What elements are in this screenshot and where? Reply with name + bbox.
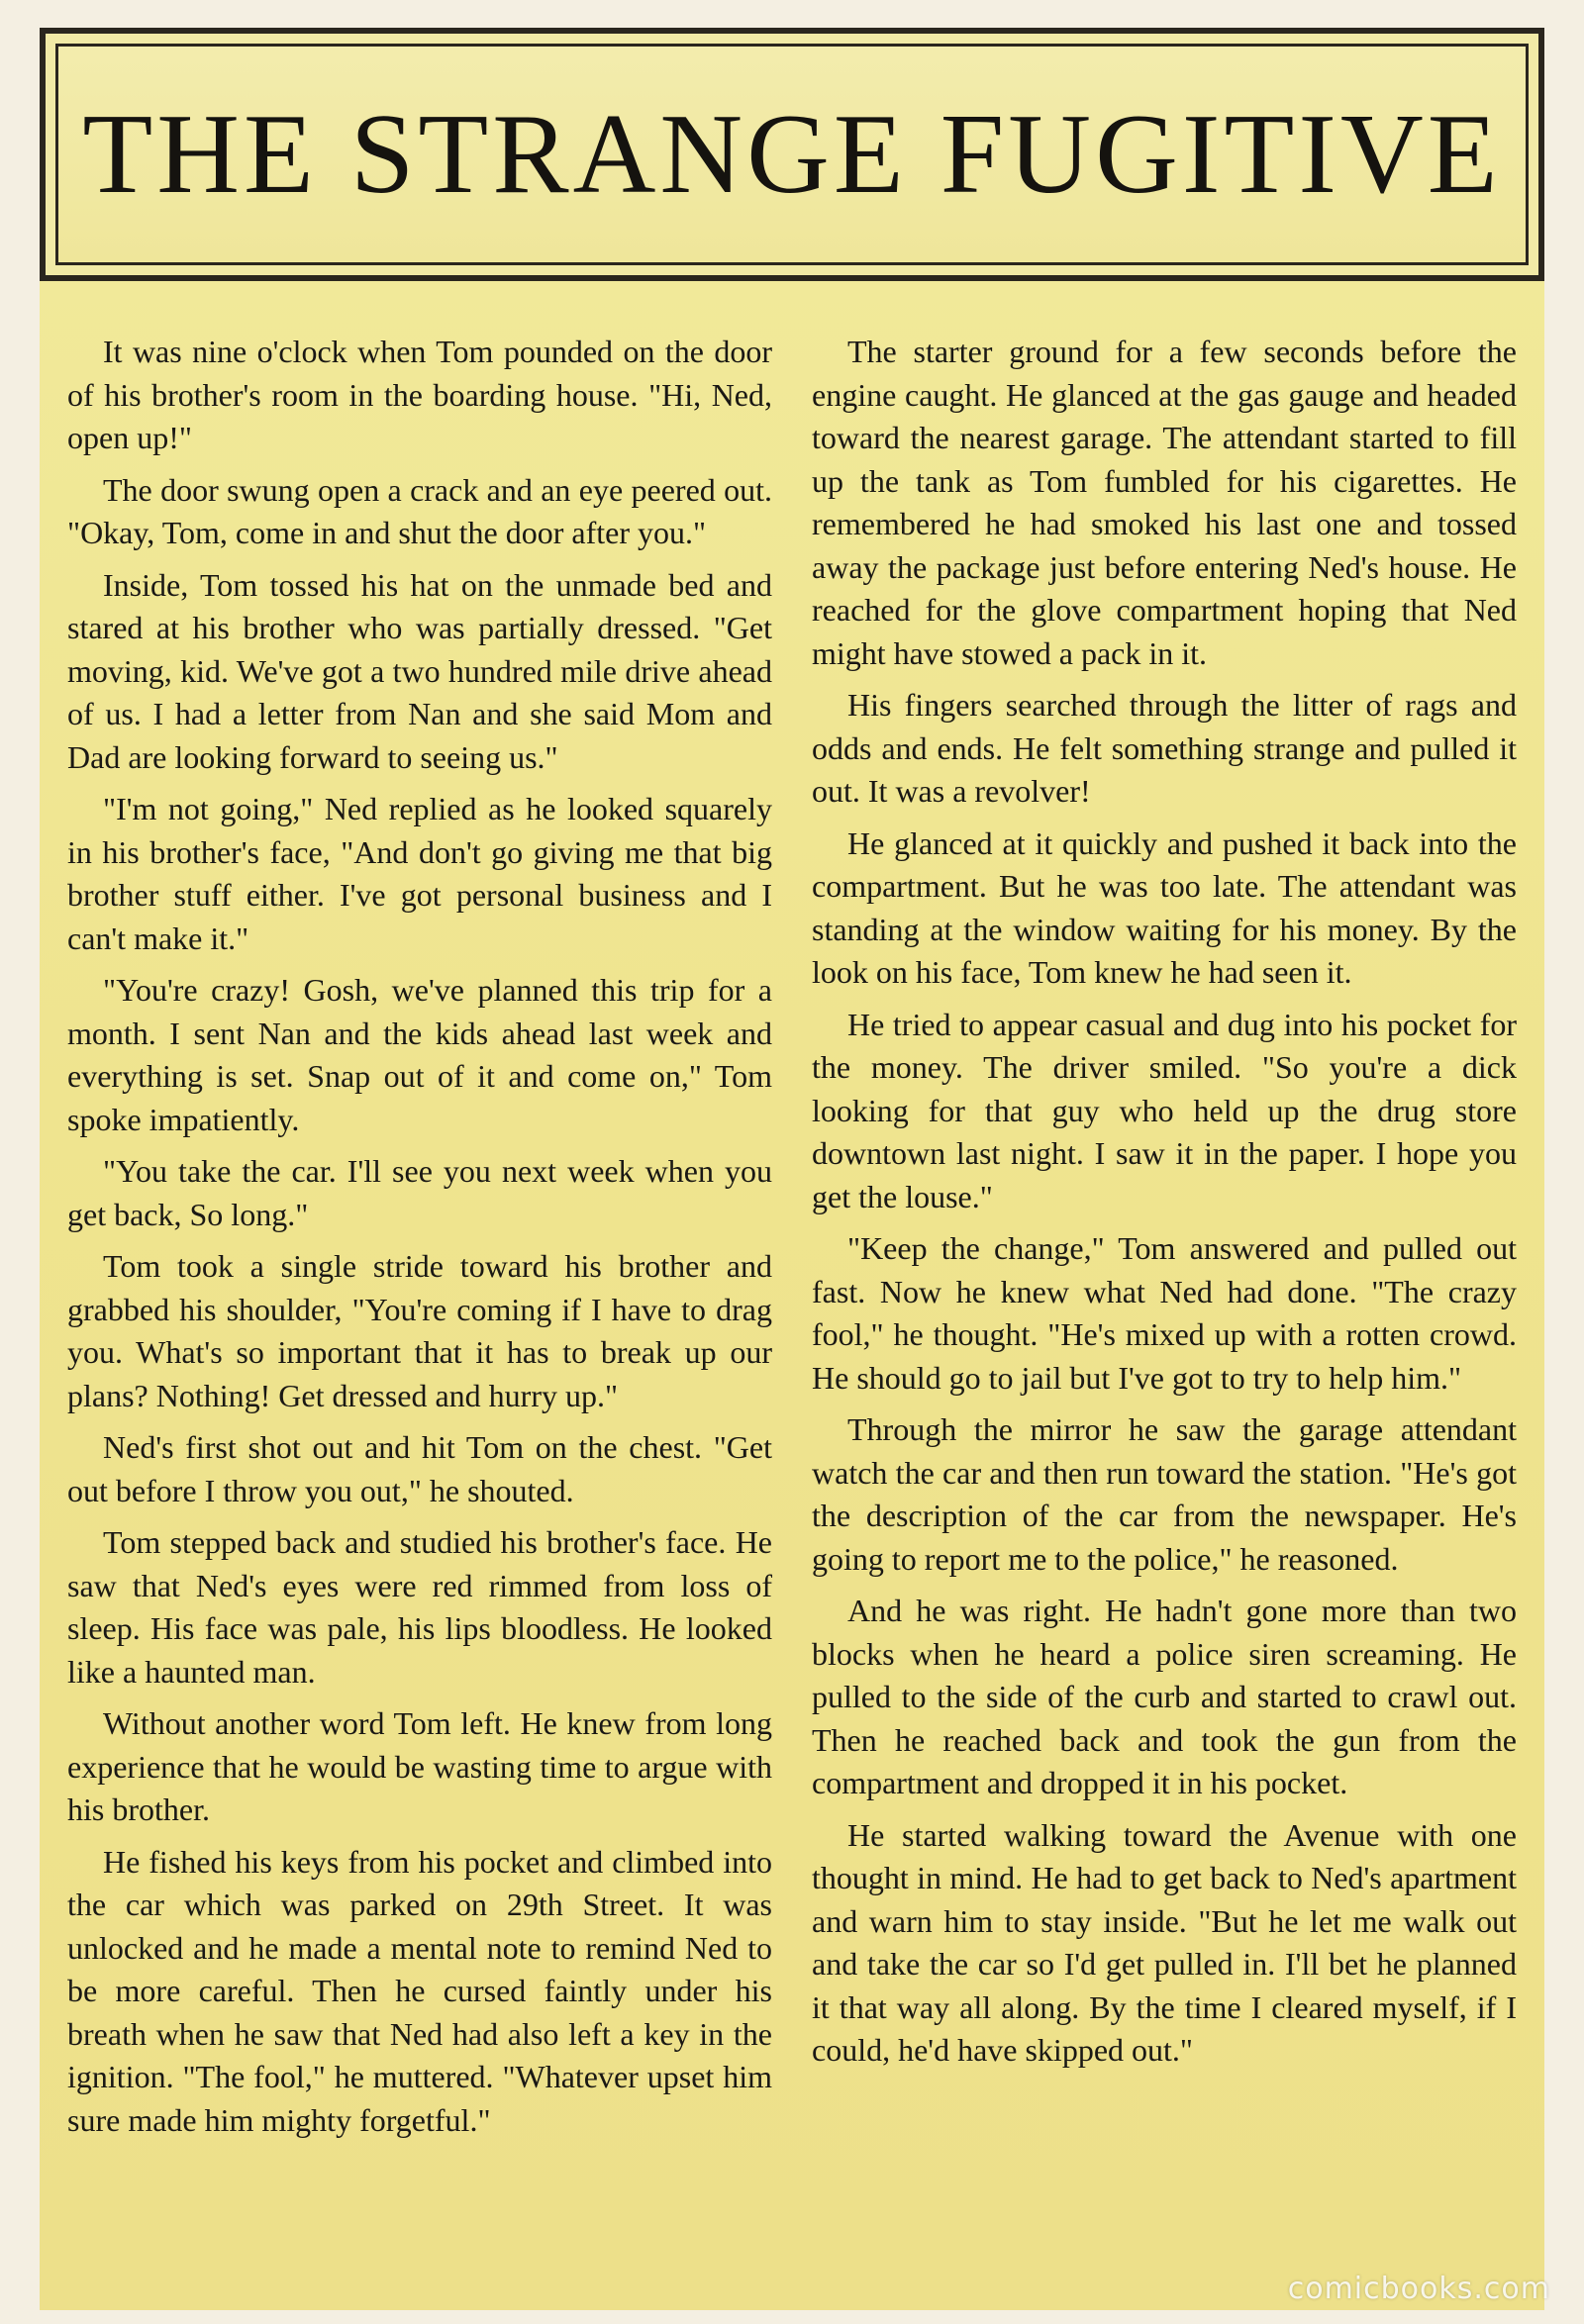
left-paragraph-4: "I'm not going," Ned replied as he looked squarely in his brother's face, "And don't go giving me that big brother stuff either. I've got personal business and I can't make it." xyxy=(67,791,772,956)
left-paragraph-11: He fished his keys from his pocket and climbed into the car which was parked on 29th Street. It was unlocked and he made a mental note to remind Ned to be more careful. Then he cursed faintly under his breath when he saw that Ned had also left a key in the ignition. "The fool," he muttered. "Whatever upset him sure made him mighty forgetful." xyxy=(67,1843,772,2138)
left-paragraph-9: Tom stepped back and studied his brother's face. He saw that Ned's eyes were red rimmed from loss of sleep. His face was pale, his lips bloodless. He looked like a haunted man. xyxy=(67,1524,772,1690)
right-paragraph-2: His fingers searched through the litter of rags and odds and ends. He felt something strange and pulled it out. It was a revolver! xyxy=(812,687,1517,809)
right-paragraph-4: He tried to appear casual and dug into his pocket for the money. The driver smiled. "So you're a dick looking for that guy who held up the drug store downtown last night. I saw it in the paper. I hope you get the louse." xyxy=(812,1006,1517,1214)
title-inner-frame xyxy=(55,44,1529,265)
left-paragraph-6: "You take the car. I'll see you next week when you get back, So long." xyxy=(67,1153,772,1232)
left-paragraph-10: Without another word Tom left. He knew from long experience that he would be wasting time to argue with his brother. xyxy=(67,1705,772,1827)
right-paragraph-3: He glanced at it quickly and pushed it back into the compartment. But he was too late. The attendant was standing at the window waiting for his money. By the look on his face, Tom knew he had seen it. xyxy=(812,824,1517,990)
title-box xyxy=(40,28,1544,281)
story-title: THE STRANGE FUGITIVE xyxy=(82,90,1502,218)
left-paragraph-2: The door swung open a crack and an eye peered out. "Okay, Tom, come in and shut the door after you." xyxy=(67,471,772,550)
left-paragraph-5: "You're crazy! Gosh, we've planned this trip for a month. I sent Nan and the kids ahead last week and everything is set. Snap out of it and come on," Tom spoke impatiently. xyxy=(67,972,772,1137)
right-paragraph-5: "Keep the change," Tom answered and pulled out fast. Now he knew what Ned had done. "The crazy fool," he thought. "He's mixed up with a rotten crowd. He should go to jail but I've got to try to help him." xyxy=(812,1230,1517,1396)
right-paragraph-6: Through the mirror he saw the garage attendant watch the car and then run toward the station. "He's got the description of the car from the newspaper. He's going to report me to the police," he reasoned. xyxy=(812,1411,1517,1577)
site-watermark: comicbooks.com xyxy=(1287,2272,1550,2306)
left-column xyxy=(59,331,772,2290)
right-paragraph-8: He started walking toward the Avenue with one thought in mind. He had to get back to Ned's apartment and warn him to stay inside. "But he let me walk out and take the car so I'd get pulled in. I'll bet he planned it that way all along. By the time I cleared myself, if I could, he'd have skipped out." xyxy=(812,1816,1517,2068)
right-column xyxy=(812,331,1525,2290)
left-paragraph-7: Tom took a single stride toward his brother and grabbed his shoulder, "You're coming if I have to drag you. What's so important that it has to break up our plans? Nothing! Get dressed and hurry up." xyxy=(67,1248,772,1413)
right-paragraph-7: And he was right. He hadn't gone more than two blocks when he heard a police siren screaming. He pulled to the side of the curb and started to crawl out. Then he reached back and took the gun from the compartment and dropped it in his pocket. xyxy=(812,1593,1517,1800)
left-paragraph-1: It was nine o'clock when Tom pounded on the door of his brother's room in the boarding house. "Hi, Ned, open up!" xyxy=(67,334,772,455)
left-paragraph-3: Inside, Tom tossed his hat on the unmade bed and stared at his brother who was partially dressed. "Get moving, kid. We've got a two hundred mile drive ahead of us. I had a letter from Nan and she said Mom and Dad are looking forward to seeing us." xyxy=(67,566,772,775)
right-paragraph-1: The starter ground for a few seconds before the engine caught. He glanced at the gas gauge and headed toward the nearest garage. The attendant started to fill up the tank as Tom fumbled for his cigarettes. He remembered he had smoked his last one and tossed away the package just before entering Ned's house. He reached for the glove compartment hoping that Ned might have stowed a pack in it. xyxy=(812,334,1517,671)
story-panel xyxy=(40,281,1544,2310)
left-paragraph-8: Ned's first shot out and hit Tom on the chest. "Get out before I throw you out," he shouted. xyxy=(67,1429,772,1508)
